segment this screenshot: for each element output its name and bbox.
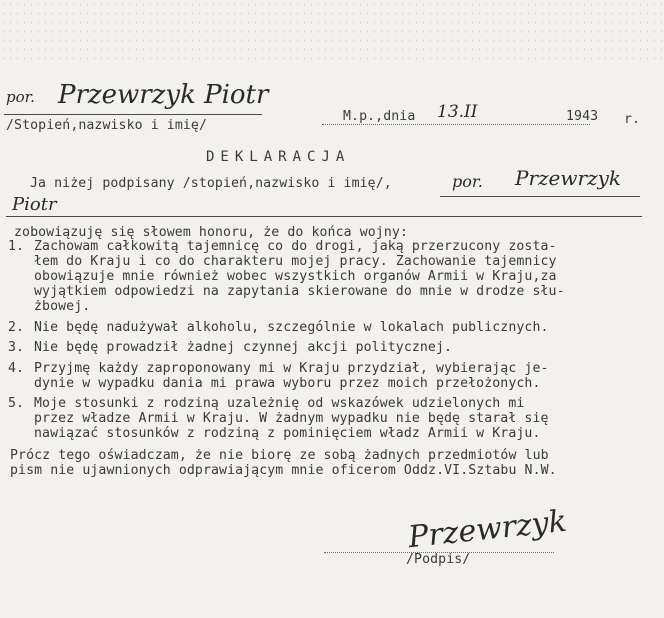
intro-handwritten-rank: por.: [452, 172, 483, 191]
place-date-prefix: M.p.,dnia: [343, 109, 416, 124]
point-2-number: 2.: [8, 320, 25, 335]
handwritten-name: Przewrzyk Piotr: [58, 80, 269, 110]
point-5-line-3: nawiązać stosunków z rodziną z pominięciem władz Armii w Kraju.: [34, 426, 541, 441]
point-1-number: 1.: [8, 239, 25, 254]
year-suffix: r.: [624, 112, 641, 127]
oath-line: zobowiązuję się słowem honoru, że do końca wojny:: [14, 225, 408, 240]
intro-underline: [440, 196, 640, 197]
point-2-line-1: Nie będę nadużywał alkoholu, szczególnie w lokalach publicznych.: [34, 320, 549, 335]
intro-text: Ja niżej podpisany /stopień,nazwisko i imię/,: [30, 176, 392, 191]
point-4-line-1: Przyjmę każdy zaproponowany mi w Kraju przydział, wybierając je-: [34, 361, 549, 376]
point-5-line-2: przez władze Armii w Kraju. W żadnym wypadku nie będę starał się: [34, 411, 549, 426]
scan-noise: [0, 0, 664, 60]
point-1-line-4: wyjątkiem odpowiedzi na zapytania skierowane do mnie w drodze słu-: [34, 284, 565, 299]
point-4-line-2: dynie w wypadku dania mi prawa wyboru przez moich przełożonych.: [34, 376, 541, 391]
date-dotted-line: [322, 124, 590, 125]
year: 1943: [566, 109, 599, 124]
point-1-line-5: żbowej.: [34, 299, 91, 314]
signature-caption: /Podpis/: [406, 552, 471, 567]
point-3-number: 3.: [8, 340, 25, 355]
document-title: DEKLARACJA: [206, 149, 351, 165]
point-4-number: 4.: [8, 361, 25, 376]
point-5-number: 5.: [8, 396, 25, 411]
handwritten-signature: Przewrzyk: [406, 503, 569, 556]
intro-second-underline: [6, 216, 642, 217]
point-1-line-2: łem do Kraju i co do charakteru mojej pracy. Zachowanie tajemnicy: [34, 254, 557, 269]
point-3-line-1: Nie będę prowadził żadnej czynnej akcji politycznej.: [34, 340, 453, 355]
rank-name-caption: /Stopień,nazwisko i imię/: [6, 118, 207, 133]
point-1-line-1: Zachowam całkowitą tajemnicę co do drogi, jaką przerzucony zosta-: [34, 239, 557, 254]
intro-handwritten-surname: Przewrzyk: [515, 166, 622, 190]
closing-line-2: pism nie ujawnionych odprawiającym mnie oficerom Oddz.VI.Sztabu N.W.: [10, 463, 557, 478]
handwritten-date: 13.II: [437, 102, 478, 122]
handwritten-rank: por.: [6, 88, 35, 106]
point-5-line-1: Moje stosunki z rodziną uzależnię od wskazówek udzielonych mi: [34, 396, 525, 411]
name-underline: [4, 114, 262, 115]
closing-line-1: Prócz tego oświadczam, że nie biorę ze sobą żadnych przedmiotów lub: [10, 448, 549, 463]
point-1-line-3: obowiązuje mnie również wobec wszystkich organów Armii w Kraju,za: [34, 269, 557, 284]
intro-handwritten-firstname: Piotr: [12, 194, 57, 215]
